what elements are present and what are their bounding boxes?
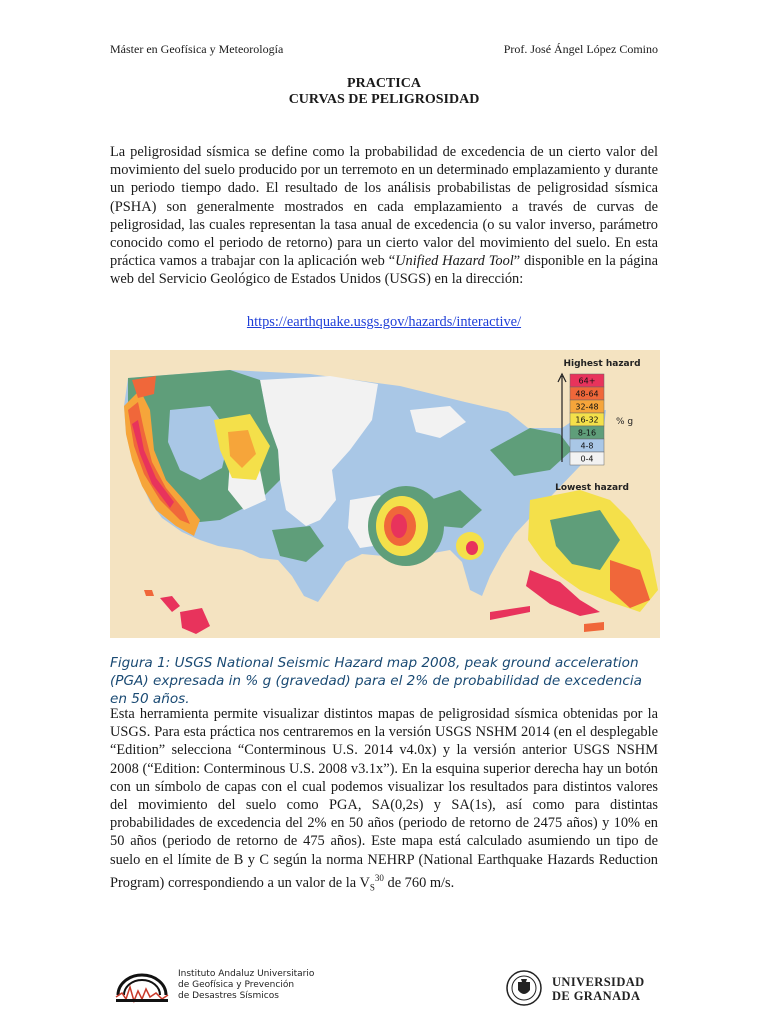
intro-text-end: ” disponible en la página web del Servicio Geológico de Estados Unidos (USGS) en la dirección: bbox=[110, 253, 658, 288]
hazard-map-graphic bbox=[110, 350, 660, 638]
ugr-seal bbox=[506, 970, 542, 1006]
header-course: Máster en Geofísica y Meteorología bbox=[110, 42, 284, 56]
body-text-end: de 760 m/s. bbox=[383, 874, 455, 891]
body-paragraph bbox=[110, 705, 658, 897]
ugr-line: DE GRANADA bbox=[552, 989, 641, 1003]
header-professor: Prof. José Ángel López Comino bbox=[503, 42, 658, 56]
legend-label: 4-8 bbox=[580, 441, 594, 451]
intro-text: La peligrosidad sísmica se define como la probabilidad de excedencia de un cierto valor del movimiento del suelo producido por un terremoto en un determinado emplazamiento y durante un periodo tiempo dado. El resultado de los análisis probabilistas de peligrosidad sísmica (PSHA) son generalmente mostrados en cada emplazamiento a través de curvas de peligrosidad, las cuales representan la tasa anual de excedencia (o su valor inverso, parámetro conocido como el periodo de retorno) para un cierto valor del movimiento del suelo. En esta práctica vamos a trabajar con la aplicación web “ bbox=[110, 144, 658, 270]
hazard-map bbox=[110, 350, 660, 638]
institute-name bbox=[178, 969, 314, 1002]
legend-label: 8-16 bbox=[577, 428, 597, 438]
institute-line: de Geofísica y Prevención bbox=[178, 980, 295, 990]
legend-label: 48-64 bbox=[575, 389, 599, 399]
legend-label: 0-4 bbox=[580, 454, 594, 464]
tool-name: Unified Hazard Tool bbox=[395, 253, 514, 270]
vs-superscript: 30 bbox=[374, 872, 384, 883]
legend-bottom: Lowest hazard bbox=[555, 483, 629, 493]
legend-title: Highest hazard bbox=[563, 359, 641, 369]
legend-label: 16-32 bbox=[575, 415, 599, 425]
usgs-link[interactable]: https://earthquake.usgs.gov/hazards/interactive/ bbox=[246, 314, 522, 330]
legend-unit: % g bbox=[616, 417, 634, 427]
institute-line: de Desastres Sísmicos bbox=[178, 991, 279, 1001]
legend-label: 32-48 bbox=[575, 402, 599, 412]
page-title: PRACTICA bbox=[347, 76, 421, 91]
seal-icon bbox=[506, 970, 542, 1006]
legend-label: 64+ bbox=[578, 376, 596, 386]
figure-caption: Figura 1: USGS National Seismic Hazard map 2008, peak ground acceleration (PGA) expresada in % g (gravedad) para el 2% de probabilidad de excedencia en 50 años. bbox=[110, 655, 642, 707]
institute-line: Instituto Andaluz Universitario bbox=[178, 969, 315, 979]
body-text: Esta herramienta permite visualizar distintos mapas de peligrosidad sísmica obtenidas por la USGS. Para esta práctica nos centraremos en la versión USGS NSHM 2014 (en el desplegable “Edition” selecciona “Conterminous U.S. 2014 v4.0x) y la versión anterior USGS NSHM 2008 (“Edition: Conterminous U.S. 2008 v3.1x”). En la esquina superior derecha hay un botón con un símbolo de capas con el cual podemos visualizar los resultados para distintos valores del movimiento del suelo como PGA, SA(0,2s) y SA(1s), así como para distintas probabilidades de excedencia del 2% en 50 años (periodo de retorno de 2475 años) y 10% en 50 años (periodo de retorno de 475 años). Este mapa está calculado asumiendo un tipo de suelo en el límite de B y C según la norma NEHRP (National Earthquake Hazards Reduction Program) correspondiendo a un valor de la V bbox=[110, 706, 658, 891]
ugr-line: UNIVERSIDAD bbox=[552, 975, 645, 989]
globe-icon bbox=[112, 965, 172, 1005]
vs-subscript: S bbox=[369, 882, 375, 893]
iagpds-logo bbox=[112, 965, 172, 1005]
ugr-name bbox=[552, 975, 645, 1003]
intro-paragraph bbox=[110, 143, 658, 289]
page-subtitle: CURVAS DE PELIGROSIDAD bbox=[288, 92, 480, 107]
